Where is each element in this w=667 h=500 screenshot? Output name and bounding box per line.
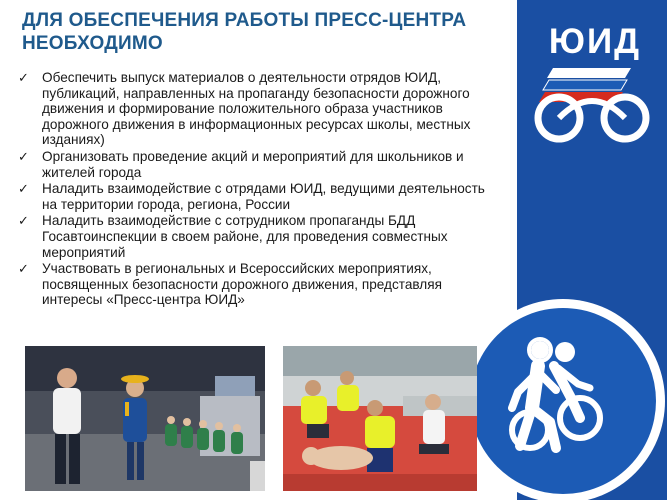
- list-item: [18, 213, 498, 260]
- checkmark-icon: ✓: [18, 181, 29, 197]
- yuid-logo-icon: [527, 64, 657, 144]
- page-title: [22, 9, 492, 55]
- list-item: [18, 70, 498, 148]
- bullet-text: Наладить взаимодействие с сотрудником пропаганды БДД Госавтоинспекции в своем районе, для проведения совместных мероприятий: [42, 213, 448, 260]
- bullet-list: [18, 70, 498, 309]
- list-item: [18, 261, 498, 308]
- checkmark-icon: ✓: [18, 261, 29, 277]
- training-photo: [283, 346, 477, 491]
- list-item: [18, 149, 498, 180]
- pedestrian-cyclist-sign-icon: [458, 296, 667, 500]
- checkmark-icon: ✓: [18, 148, 29, 164]
- bullet-text: Обеспечить выпуск материалов о деятельности отрядов ЮИД, публикаций, направленных на пропаганду безопасности дорожного движения и формирование положительного образа участников дорожного движения в информационных ресурсах школы, местных изданиях): [42, 70, 471, 148]
- event-photo: [25, 346, 265, 491]
- bullet-text: Участвовать в региональных и Всероссийских мероприятиях, посвященных безопасности дорожного движения, представляя интересы «Пресс-центра ЮИД»: [42, 261, 442, 308]
- bullet-text: Организовать проведение акций и мероприятий для школьников и жителей города: [42, 148, 464, 180]
- title-line-1: ДЛЯ ОБЕСПЕЧЕНИЯ РАБОТЫ ПРЕСС-ЦЕНТРА: [22, 10, 467, 31]
- list-item: [18, 181, 498, 212]
- bullet-text: Наладить взаимодействие с отрядами ЮИД, ведущими деятельность на территории города, региона, России: [42, 181, 485, 212]
- title-line-2: НЕОБХОДИМО: [22, 33, 163, 54]
- checkmark-icon: ✓: [18, 70, 29, 85]
- checkmark-icon: ✓: [18, 213, 29, 229]
- logo-text: ЮИД: [548, 22, 642, 61]
